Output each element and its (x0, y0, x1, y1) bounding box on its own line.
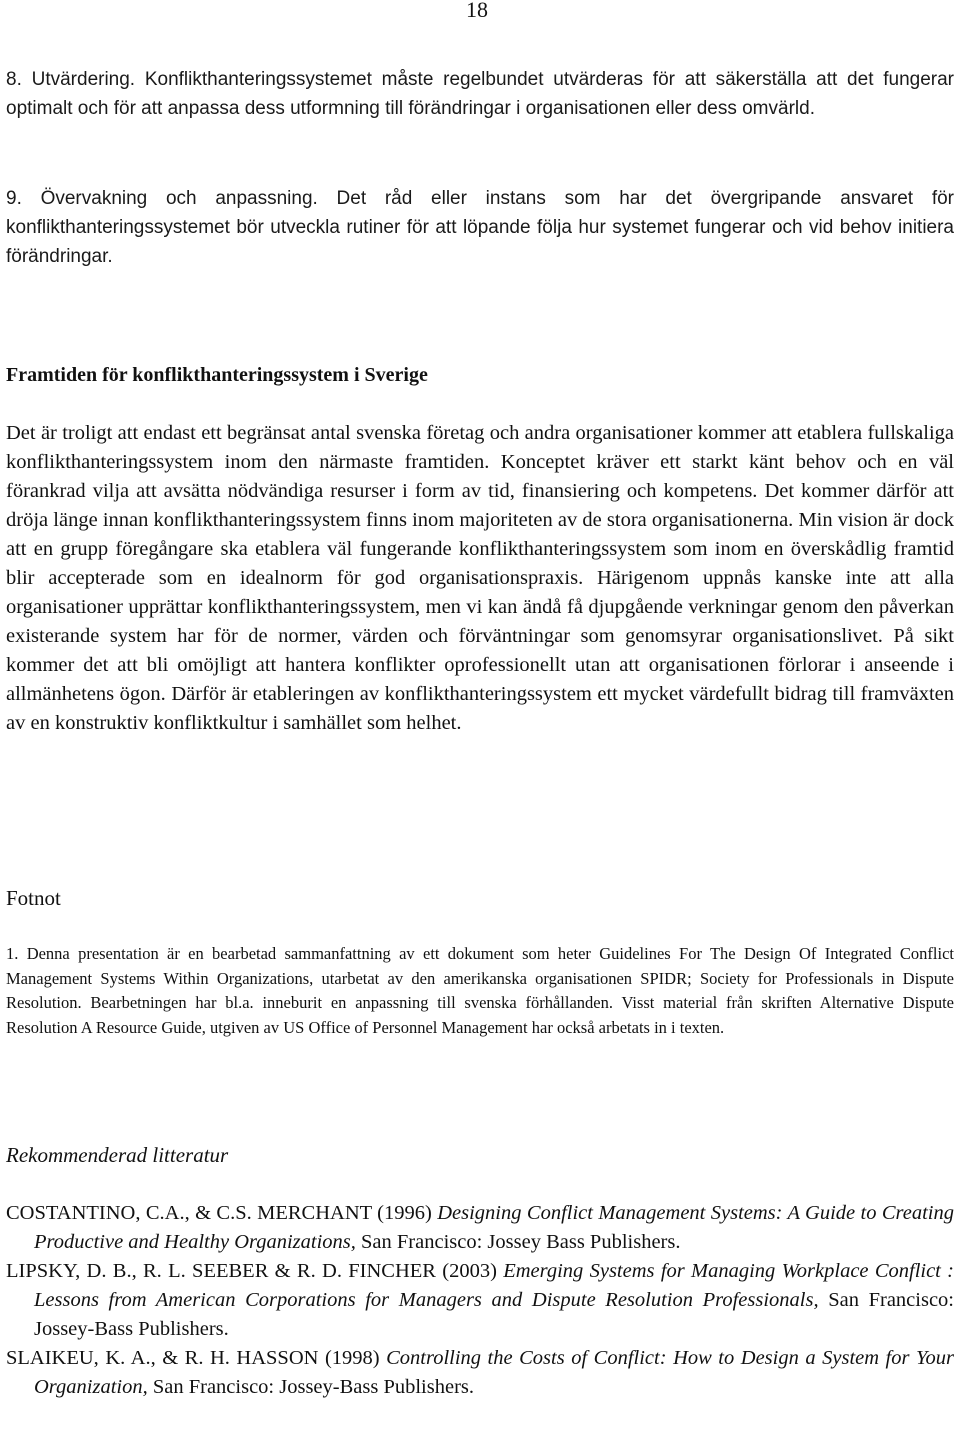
reference-authors: LIPSKY, D. B., R. L. SEEBER & R. D. FINCHER (2003) (6, 1260, 497, 1282)
paragraph-overvakning: 9. Övervakning och anpassning. Det råd eller instans som har det övergripande ansvaret för konflikthanteringssystemet bör utveckla rutiner för att löpande följa hur systemet fungerar och vid behov initiera förändringar. (6, 188, 954, 267)
literature-title: Rekommenderad litteratur (6, 1143, 229, 1167)
reference-authors: COSTANTINO, C.A., & C.S. MERCHANT (1996) (6, 1202, 432, 1224)
reference-authors: SLAIKEU, K. A., & R. H. HASSON (1998) (6, 1347, 380, 1369)
reference-publisher: San Francisco: Jossey-Bass Publishers. (152, 1376, 474, 1398)
footnote-1: 1. Denna presentation är en bearbetad sammanfattning av ett dokument som heter Guidelines For The Design Of Integrated Conflict Management Systems Within Organizations, utarbetat av den amerikanska organisationen SPIDR; Society for Professionals in Dispute Resolution. Bearbetningen har bl.a. inneburit en anpassning till svenska förhållanden. Visst material från skriften Alternative Dispute Resolution A Resource Guide, utgiven av US Office of Personnel Management har också arbetats in i texten. (6, 944, 954, 1037)
paragraph-framtiden: Det är troligt att endast ett begränsat antal svenska företag och andra organisationer kommer att etablera fullskaliga konflikthanteringssystem inom den närmaste framtiden. Konceptet kräver ett starkt känt behov och en väl förankrad vilja att avsätta nödvändiga resurser i form av tid, finansiering och kompetens. Det kommer därför att dröja länge innan konflikthanteringssystem finns inom majoriteten av de stora organisationerna. Min vision är dock att en grupp föregångare ska etablera väl fungerande konflikthanteringssystem som inom en överskådlig framtid blir accepterade som en idealnorm för god organisationspraxis. Härigenom uppnås kanske inte att alla organisationer upprättar konflikthanteringssystem, men vi kan ändå få djupgående verkningar genom den påverkan existerande system har för de normer, värden och förväntningar som genomsyrar organisationslivet. På sikt kommer det att bli omöjligt att hantera konflikter oprofessionellt utan att organisationen förlorar i anseende i allmänhetens ögon. Därför är etableringen av konflikthanteringssystem ett mycket värdefullt bidrag till framväxten av en konstruktiv konfliktkultur i samhället som helhet. (6, 422, 954, 734)
paragraph-utvardering: 8. Utvärdering. Konflikthanteringssystemet måste regelbundet utvärderas för att säkerställa att det fungerar optimalt och för att anpassa dess utformning till förändringar i organisationen eller dess omvärld. (6, 69, 954, 119)
page-number: 18 (466, 0, 488, 22)
reference-title: Designing Conflict Management Systems: A Guide to Creating Productive and Healthy Organizations, (34, 1202, 954, 1253)
reference-item (6, 1257, 954, 1344)
reference-item (6, 1199, 954, 1257)
footnote-title: Fotnot (6, 886, 61, 910)
reference-publisher: San Francisco: Jossey-Bass Publishers. (34, 1289, 954, 1340)
reference-title: Controlling the Costs of Conflict: How to Design a System for Your Organization, (34, 1347, 954, 1398)
reference-list (6, 1199, 954, 1402)
reference-item (6, 1344, 954, 1402)
reference-title: Emerging Systems for Managing Workplace Conflict : Lessons from American Corporations for Managers and Dispute Resolution Professionals, (34, 1260, 955, 1311)
section-heading: Framtiden för konflikthanteringssystem i Sverige (6, 364, 428, 386)
reference-publisher: San Francisco: Jossey Bass Publishers. (361, 1231, 681, 1253)
